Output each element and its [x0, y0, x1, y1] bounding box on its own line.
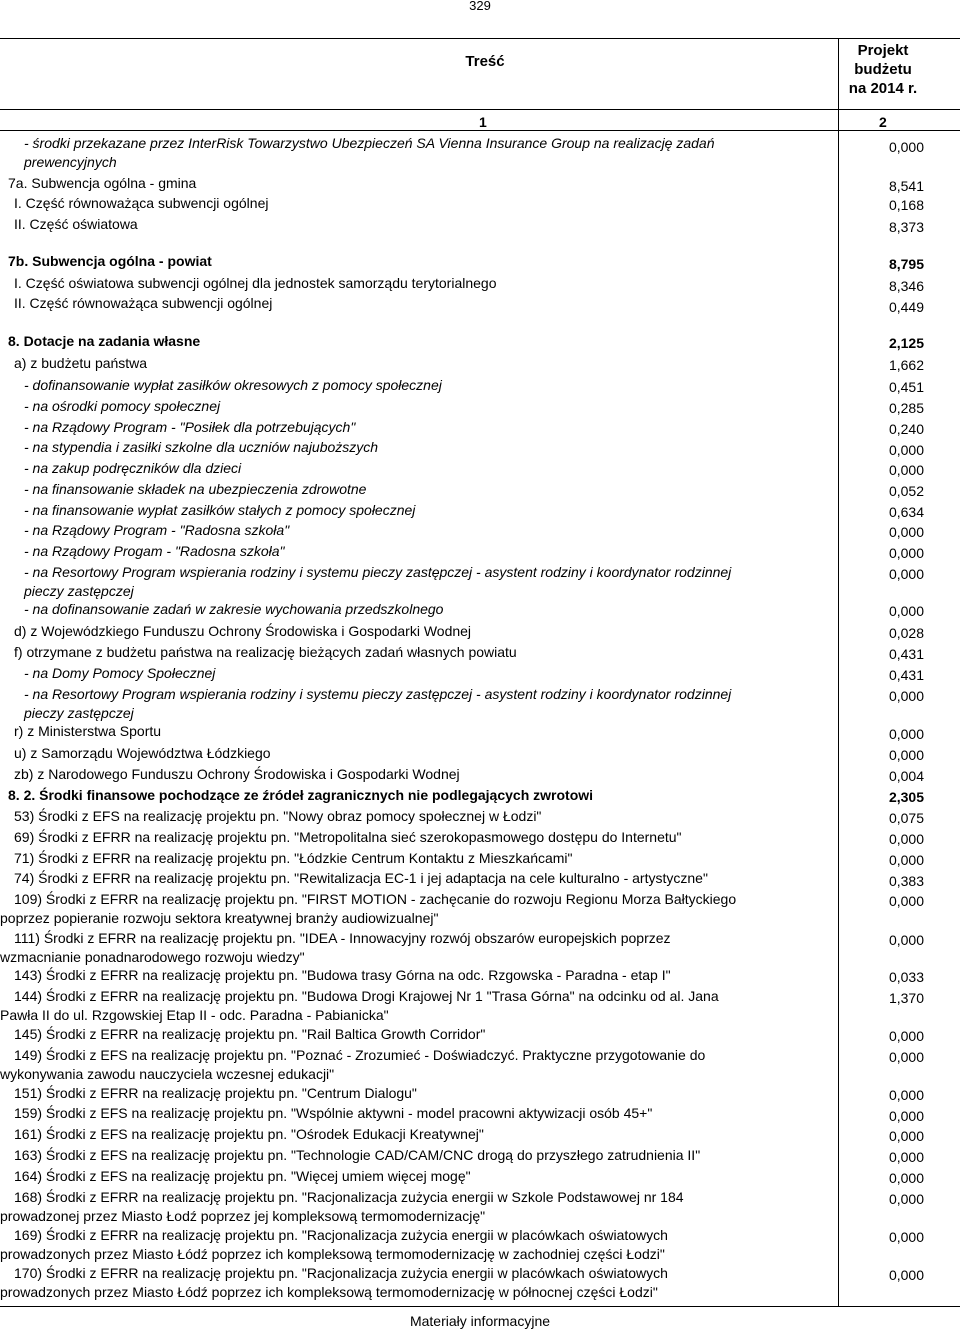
row-label	[0, 1226, 668, 1264]
row-label	[24, 134, 715, 172]
row-label-line1: 111) Środki z EFRR na realizację projektu pn. "IDEA - Innowacyjny rozwój obszarów europejskich poprzez	[14, 930, 671, 946]
row-label-line1: I. Część oświatowa subwencji ogólnej dla jednostek samorządu terytorialnego	[14, 275, 497, 291]
row-label-line1: 168) Środki z EFRR na realizację projektu pn. "Racjonalizacja zużycia energii w Szkole Podstawowej nr 184	[14, 1189, 684, 1205]
row-value: 0,451	[888, 379, 924, 395]
row-label-line1: d) z Wojewódzkiego Funduszu Ochrony Środowiska i Gospodarki Wodnej	[14, 623, 472, 639]
table-bottom-border	[0, 1306, 960, 1307]
row-label	[14, 1125, 484, 1144]
row-label-line1: 8. 2. Środki finansowe pochodzące ze źródeł zagranicznych nie podlegających zwrotowi	[8, 787, 594, 803]
column-number-separator	[0, 130, 960, 131]
row-label-line2: prowadzonej przez Miasto Łodź poprzez jej kompleksową termomodernizację"	[0, 1208, 486, 1224]
row-value: 0,000	[888, 1229, 924, 1245]
row-value: 0,000	[888, 1267, 924, 1283]
row-label	[14, 1025, 485, 1044]
row-label-line1: a) z budżetu państwa	[14, 355, 148, 371]
row-label-line1: 8. Dotacje na zadania własne	[8, 333, 201, 349]
header-tresc: Treść	[465, 53, 505, 70]
row-label	[24, 418, 355, 437]
row-label	[0, 929, 671, 967]
row-value: 8,795	[888, 256, 924, 272]
row-label	[24, 397, 220, 416]
row-value: 0,000	[888, 1170, 924, 1186]
row-label	[14, 1084, 417, 1103]
row-value: 0,000	[888, 1028, 924, 1044]
row-label	[24, 459, 241, 478]
row-label-line2: wzmacnianie ponadnarodowego rozwoju wiedzy"	[0, 949, 305, 965]
page-number: 329	[469, 0, 491, 13]
row-value: 0,000	[888, 1191, 924, 1207]
row-label-line2: prowadzonych przez Miasto Łódź poprzez ich kompleksową termomodernizację w zachodniej części Łodzi"	[0, 1246, 665, 1262]
row-label	[14, 722, 161, 741]
row-label	[24, 664, 215, 683]
row-value: 2,125	[888, 335, 924, 351]
row-label-line1: I. Część równoważąca subwencji ogólnej	[14, 195, 269, 211]
row-label-line1: zb) z Narodowego Funduszu Ochrony Środowiska i Gospodarki Wodnej	[14, 766, 460, 782]
header-separator	[0, 109, 960, 110]
row-label	[8, 174, 196, 193]
row-label	[0, 1188, 684, 1226]
row-label-line1: 143) Środki z EFRR na realizację projektu pn. "Budowa trasy Górna na odc. Rzgowska - Paradna - etap I"	[14, 967, 671, 983]
row-value: 0,634	[888, 504, 924, 520]
row-label-line2: prowadzonych przez Miasto Łódź poprzez ich kompleksową termomodernizację w północnej części Łodzi"	[0, 1284, 658, 1300]
row-value: 0,000	[888, 1108, 924, 1124]
row-label-line1: - na Rządowy Program - "Posiłek dla potrzebujących"	[24, 419, 356, 435]
header-projekt-line3: na 2014 r.	[848, 80, 918, 97]
row-label-line1: - na ośrodki pomocy społecznej	[24, 398, 221, 414]
row-value: 0,000	[888, 603, 924, 619]
row-value: 0,033	[888, 969, 924, 985]
row-label	[14, 294, 272, 313]
row-label-line1: 145) Środki z EFRR na realizację projektu pn. "Rail Baltica Growth Corridor"	[14, 1026, 486, 1042]
row-label-line1: - na finansowanie składek na ubezpieczenia zdrowotne	[24, 481, 367, 497]
row-value: 0,000	[888, 726, 924, 742]
row-label-line1: 74) Środki z EFRR na realizację projektu pn. "Rewitalizacja EC-1 i jej adaptacja na cele kulturalno - artystyczne"	[14, 870, 708, 886]
row-label-line1: - na zakup podręczników dla dzieci	[24, 460, 242, 476]
row-label-line1: II. Część równoważąca subwencji ogólnej	[14, 295, 273, 311]
row-value: 0,431	[888, 646, 924, 662]
row-label	[14, 194, 268, 213]
row-label-line1: 151) Środki z EFRR na realizację projektu pn. "Centrum Dialogu"	[14, 1085, 417, 1101]
row-label	[0, 987, 719, 1025]
row-label	[14, 869, 708, 888]
footer-text: Materiały informacyjne	[409, 1313, 551, 1329]
row-label-line1: - środki przekazane przez InterRisk Towarzystwo Ubezpieczeń SA Vienna Insurance Group na realizację zadań	[24, 135, 715, 151]
row-label	[14, 966, 671, 985]
row-label-line1: r) z Ministerstwa Sportu	[14, 723, 162, 739]
row-value: 0,000	[888, 831, 924, 847]
header-projekt-line2: budżetu	[854, 61, 912, 78]
row-value: 0,000	[888, 1049, 924, 1065]
column-number-2: 2	[879, 114, 887, 130]
row-label	[0, 890, 737, 928]
row-label	[24, 501, 415, 520]
row-label-line1: 169) Środki z EFRR na realizację projektu pn. "Racjonalizacja zużycia energii w placówkach oświatowych	[14, 1227, 668, 1243]
row-value: 0,052	[888, 483, 924, 499]
row-value: 0,431	[888, 667, 924, 683]
row-value: 0,000	[888, 747, 924, 763]
row-value: 0,000	[888, 1149, 924, 1165]
row-label-line2: poprzez popieranie rozwoju sektora kreatywnej branży audiowizualnej"	[0, 910, 439, 926]
row-value: 0,000	[888, 566, 924, 582]
row-label	[24, 521, 289, 540]
row-label-line1: 159) Środki z EFS na realizację projektu pn. "Wspólnie aktywni - model pracowni aktywizacji osób 45+"	[14, 1105, 653, 1121]
row-value: 0,000	[888, 1128, 924, 1144]
row-value: 1,370	[888, 990, 924, 1006]
row-label	[14, 622, 471, 641]
row-value: 1,662	[888, 357, 924, 373]
row-value: 0,000	[888, 852, 924, 868]
row-label-line1: 109) Środki z EFRR na realizację projektu pn. "FIRST MOTION - zachęcanie do rozwoju Regionu Morza Bałtyckiego	[14, 891, 737, 907]
row-label	[14, 1104, 652, 1123]
row-label	[14, 354, 147, 373]
row-label-line2: Pawła II do ul. Rzgowskiej Etap II - odc. Paradna - Pabianicka"	[0, 1007, 389, 1023]
row-label	[8, 252, 212, 271]
row-label-line1: - na Rządowy Program - "Radosna szkoła"	[24, 522, 290, 538]
row-label	[24, 600, 443, 619]
row-value: 0,168	[888, 197, 924, 213]
row-value: 0,004	[888, 768, 924, 784]
row-label-line1: - na Resortowy Program wspierania rodziny i systemu pieczy zastępczej - asystent rodziny i koordynator rodzinnej	[24, 564, 732, 580]
row-value: 8,346	[888, 278, 924, 294]
row-label-line1: - dofinansowanie wypłat zasiłków okresowych z pomocy społecznej	[24, 377, 442, 393]
row-value: 0,449	[888, 299, 924, 315]
row-label	[8, 786, 593, 805]
row-label	[24, 542, 285, 561]
row-value: 0,000	[888, 139, 924, 155]
row-value: 0,028	[888, 625, 924, 641]
column-divider	[838, 38, 839, 1306]
row-label-line1: 69) Środki z EFRR na realizację projektu pn. "Metropolitalna sieć szerokopasmowego dostępu do Internetu"	[14, 829, 682, 845]
row-label-line1: 53) Środki z EFS na realizację projektu pn. "Nowy obraz pomocy społecznej w Łodzi"	[14, 808, 542, 824]
row-label-line2: prewencyjnych	[24, 154, 117, 170]
row-value: 0,000	[888, 893, 924, 909]
row-value: 0,000	[888, 462, 924, 478]
row-label-line1: 149) Środki z EFS na realizację projektu pn. "Poznać - Zrozumieć - Doświadczyć. Praktyczne przygotowanie do	[14, 1047, 706, 1063]
row-label-line1: 161) Środki z EFS na realizację projektu pn. "Ośrodek Edukacji Kreatywnej"	[14, 1126, 484, 1142]
row-label	[24, 438, 378, 457]
row-value: 8,541	[888, 178, 924, 194]
row-label-line1: - na stypendia i zasiłki szkolne dla uczniów najuboższych	[24, 439, 379, 455]
row-value: 0,000	[888, 524, 924, 540]
row-value: 0,075	[888, 810, 924, 826]
row-label-line1: 164) Środki z EFS na realizację projektu pn. "Więcej umiem więcej mogę"	[14, 1168, 471, 1184]
row-value: 0,285	[888, 400, 924, 416]
row-label-line2: wykonywania zawodu nauczyciela wczesnej edukacji"	[0, 1066, 335, 1082]
row-label-line1: u) z Samorządu Województwa Łódzkiego	[14, 745, 271, 761]
row-label-line1: - na Resortowy Program wspierania rodziny i systemu pieczy zastępczej - asystent rodziny i koordynator rodzinnej	[24, 686, 732, 702]
row-label	[24, 480, 366, 499]
row-label	[14, 1146, 700, 1165]
row-value: 0,000	[888, 1087, 924, 1103]
column-number-1: 1	[479, 114, 487, 130]
row-label-line1: 144) Środki z EFRR na realizację projektu pn. "Budowa Drogi Krajowej Nr 1 "Trasa Górna" na odcinku od al. Jana	[14, 988, 719, 1004]
row-label	[0, 1264, 668, 1302]
row-label	[24, 563, 731, 601]
row-value: 0,383	[888, 873, 924, 889]
row-label-line1: - na Rządowy Progam - "Radosna szkoła"	[24, 543, 285, 559]
row-label-line2: pieczy zastępczej	[24, 583, 134, 599]
row-value: 8,373	[888, 219, 924, 235]
row-value: 0,000	[888, 545, 924, 561]
row-label	[14, 274, 496, 293]
row-value: 0,000	[888, 442, 924, 458]
row-value: 0,240	[888, 421, 924, 437]
row-label	[14, 849, 573, 868]
row-label	[14, 828, 682, 847]
row-value: 0,000	[888, 932, 924, 948]
row-value: 2,305	[888, 789, 924, 805]
row-label	[14, 765, 460, 784]
row-label	[8, 332, 200, 351]
row-label	[14, 807, 541, 826]
row-label	[14, 215, 138, 234]
header-projekt-line1: Projekt	[857, 42, 909, 59]
row-label-line1: 71) Środki z EFRR na realizację projektu pn. "Łódzkie Centrum Kontaktu z Mieszkańcami"	[14, 850, 573, 866]
row-label	[14, 1167, 471, 1186]
row-label-line1: 170) Środki z EFRR na realizację projektu pn. "Racjonalizacja zużycia energii w placówkach oświatowych	[14, 1265, 668, 1281]
row-label	[24, 376, 442, 395]
row-label	[14, 744, 271, 763]
row-label	[24, 685, 731, 723]
row-value: 0,000	[888, 688, 924, 704]
row-label-line2: pieczy zastępczej	[24, 705, 134, 721]
row-label-line1: - na finansowanie wypłat zasiłków stałych z pomocy społecznej	[24, 502, 416, 518]
row-label-line1: - na dofinansowanie zadań w zakresie wychowania przedszkolnego	[24, 601, 444, 617]
row-label-line1: II. Część oświatowa	[14, 216, 138, 232]
row-label-line1: 7b. Subwencja ogólna - powiat	[8, 253, 212, 269]
row-label-line1: 163) Środki z EFS na realizację projektu pn. "Technologie CAD/CAM/CNC drogą do przyszłego zatrudnienia II"	[14, 1147, 701, 1163]
row-label-line1: f) otrzymane z budżetu państwa na realizację bieżących zadań własnych powiatu	[14, 644, 517, 660]
row-label	[14, 643, 517, 662]
table-top-border	[0, 38, 960, 39]
row-label-line1: - na Domy Pomocy Społecznej	[24, 665, 216, 681]
row-label	[0, 1046, 706, 1084]
row-label-line1: 7a. Subwencja ogólna - gmina	[8, 175, 197, 191]
